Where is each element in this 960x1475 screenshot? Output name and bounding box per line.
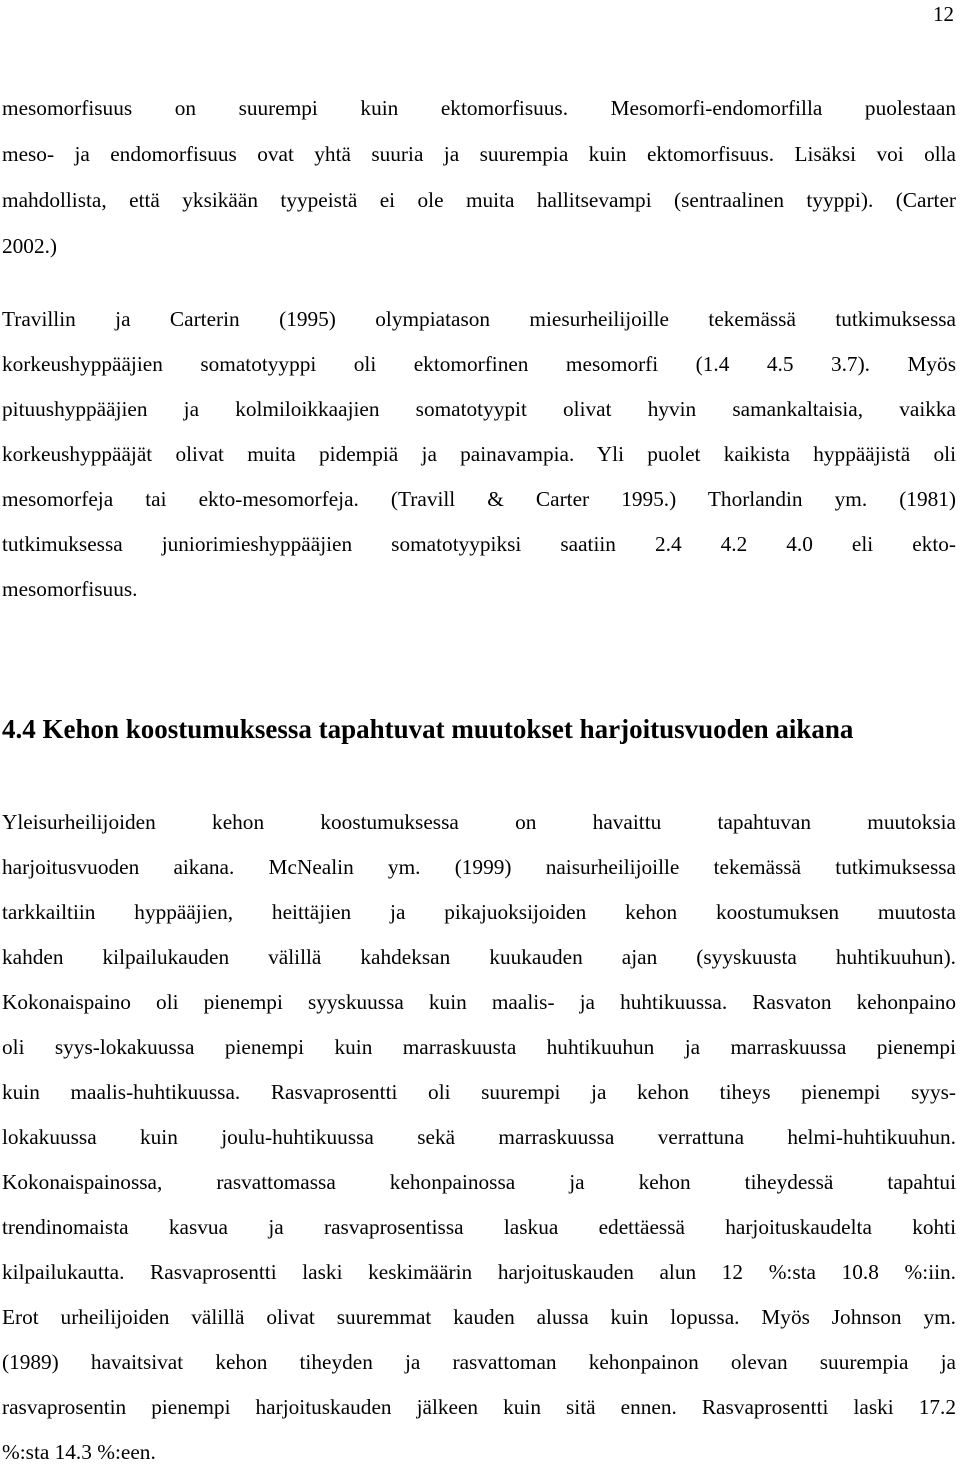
text-line: %:sta 14.3 %:een. <box>2 1440 156 1464</box>
text-line: meso- ja endomorfisuus ovat yhtä suuria ja suurempia kuin ektomorfisuus. Lisäksi voi olla <box>2 142 956 166</box>
paragraph-body-composition <box>2 800 956 1475</box>
text-line: kahden kilpailukauden välillä kahdeksan kuukauden ajan (syyskuusta huhtikuuhun). <box>2 945 956 969</box>
paragraph-somatotype-intro <box>2 85 956 269</box>
text-line: mesomorfisuus on suurempi kuin ektomorfisuus. Mesomorfi-endomorfilla puolestaan <box>2 96 956 120</box>
text-line: Travillin ja Carterin (1995) olympiatason miesurheilijoille tekemässä tutkimuksessa <box>2 307 956 331</box>
text-line: oli syys-lokakuussa pienempi kuin marraskuusta huhtikuuhun ja marraskuussa pienempi <box>2 1035 956 1059</box>
text-line: kilpailukautta. Rasvaprosentti laski keskimäärin harjoituskauden alun 12 %:sta 10.8 %:iin. <box>2 1260 956 1284</box>
text-line: Erot urheilijoiden välillä olivat suuremmat kauden alussa kuin lopussa. Myös Johnson ym. <box>2 1305 956 1329</box>
paragraph-travill-carter <box>2 297 956 612</box>
text-line: (1989) havaitsivat kehon tiheyden ja rasvattoman kehonpainon olevan suurempia ja <box>2 1350 956 1374</box>
text-line: lokakuussa kuin joulu-huhtikuussa sekä marraskuussa verrattuna helmi-huhtikuuhun. <box>2 1125 956 1149</box>
text-line: korkeushyppääjien somatotyyppi oli ektomorfinen mesomorfi (1.4 4.5 3.7). Myös <box>2 352 956 376</box>
text-line: mesomorfisuus. <box>2 577 138 601</box>
text-line: Yleisurheilijoiden kehon koostumuksessa on havaittu tapahtuvan muutoksia <box>2 810 956 834</box>
text-line: mesomorfeja tai ekto-mesomorfeja. (Travill & Carter 1995.) Thorlandin ym. (1981) <box>2 487 956 511</box>
text-line: 2002.) <box>2 234 58 258</box>
section-heading: 4.4 Kehon koostumuksessa tapahtuvat muutokset harjoitusvuoden aikana <box>2 714 854 744</box>
text-line: kuin maalis-huhtikuussa. Rasvaprosentti oli suurempi ja kehon tiheys pienempi syys- <box>2 1080 956 1104</box>
text-line: tarkkailtiin hyppääjien, heittäjien ja pikajuoksijoiden kehon koostumuksen muutosta <box>2 900 956 924</box>
text-line: pituushyppääjien ja kolmiloikkaajien somatotyypit olivat hyvin samankaltaisia, vaikka <box>2 397 956 421</box>
text-line: Kokonaispaino oli pienempi syyskuussa kuin maalis- ja huhtikuussa. Rasvaton kehonpaino <box>2 990 956 1014</box>
text-line: rasvaprosentin pienempi harjoituskauden jälkeen kuin sitä ennen. Rasvaprosentti laski 17.2 <box>2 1395 956 1419</box>
text-line: harjoitusvuoden aikana. McNealin ym. (1999) naisurheilijoille tekemässä tutkimuksessa <box>2 855 956 879</box>
text-line: tutkimuksessa juniorimieshyppääjien somatotyypiksi saatiin 2.4 4.2 4.0 eli ekto- <box>2 532 956 556</box>
text-line: mahdollista, että yksikään tyypeistä ei ole muita hallitsevampi (sentraalinen tyyppi). (Carter <box>2 188 956 212</box>
text-line: trendinomaista kasvua ja rasvaprosentissa laskua edettäessä harjoituskaudelta kohti <box>2 1215 956 1239</box>
text-line: korkeushyppääjät olivat muita pidempiä ja painavampia. Yli puolet kaikista hyppääjistä oli <box>2 442 956 466</box>
text-line: Kokonaispainossa, rasvattomassa kehonpainossa ja kehon tiheydessä tapahtui <box>2 1170 956 1194</box>
page-number: 12 <box>933 2 954 26</box>
